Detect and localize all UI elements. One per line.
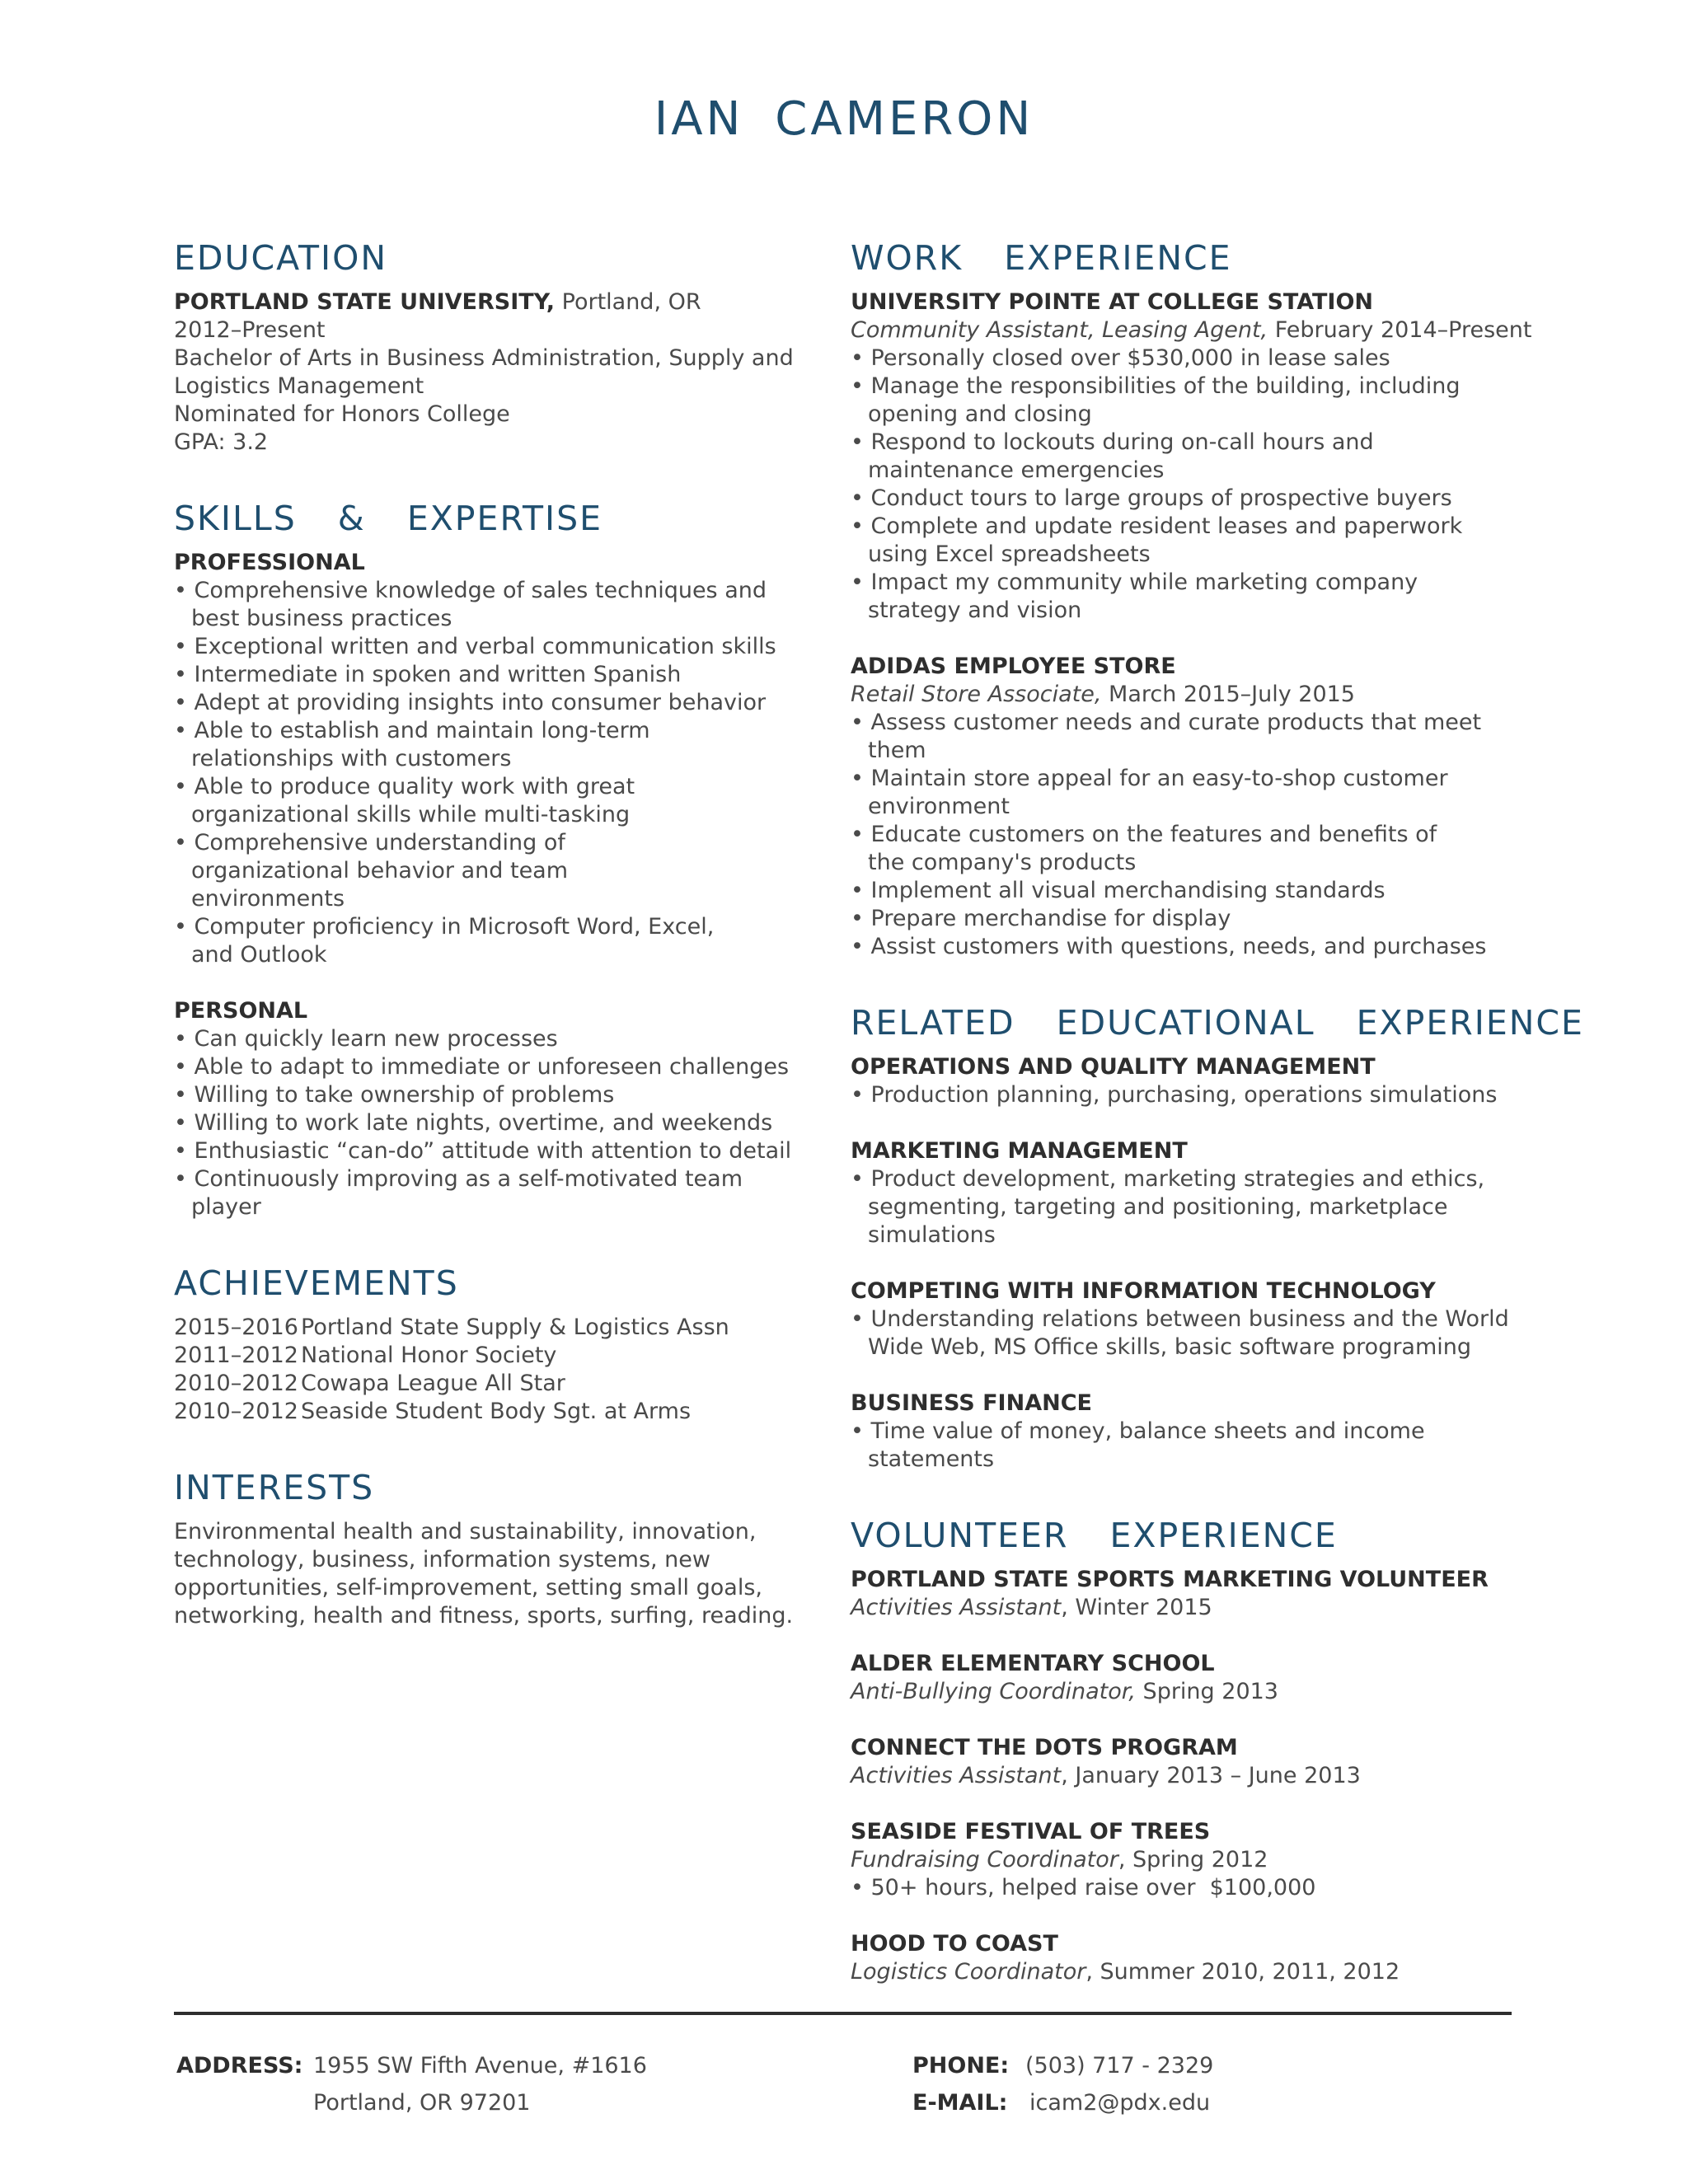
achievement-row — [174, 1314, 800, 1342]
professional-item: • Comprehensive knowledge of sales techniques and best business practices — [174, 578, 767, 631]
volunteer-role: Anti-Bullying Coordinator, — [851, 1679, 1136, 1704]
course-name: COMPETING WITH INFORMATION TECHNOLOGY — [851, 1278, 1436, 1304]
honors: Nominated for Honors College — [174, 401, 510, 427]
phone-number[interactable]: (503) 717 - 2329 — [1025, 2053, 1214, 2079]
personal-item: • Able to adapt to immediate or unforeseen challenges — [174, 1054, 790, 1080]
volunteer-org: HOOD TO COAST — [851, 1931, 1058, 1957]
job-bullet: • Manage the responsibilities of the building, including opening and closing — [851, 373, 1461, 427]
achievements-section — [174, 1254, 800, 1426]
volunteer-dates: , Winter 2015 — [1061, 1595, 1212, 1620]
volunteer-role: Activities Assistant — [851, 1595, 1062, 1620]
interests-section — [174, 1459, 800, 1630]
course-desc: • Product development, marketing strategies and ethics, segmenting, targeting and positioning, marketplace simulations — [851, 1166, 1485, 1248]
work-title: WORK EXPERIENCE — [851, 238, 1232, 278]
resume-name: IAN CAMERON — [654, 92, 1034, 146]
course-desc: • Time value of money, balance sheets and income statements — [851, 1418, 1425, 1472]
personal-item: • Continuously improving as a self-motivated team player — [174, 1166, 743, 1220]
job-dates: February 2014–Present — [1274, 317, 1532, 343]
achievement-label: Portland State Supply & Logistics Assn — [301, 1315, 729, 1340]
school-name: PORTLAND STATE UNIVERSITY, — [174, 289, 556, 315]
volunteer-org: ALDER ELEMENTARY SCHOOL — [851, 1651, 1215, 1676]
job-bullet: • Assess customer needs and curate products that meet them — [851, 710, 1482, 763]
job-company: UNIVERSITY POINTE AT COLLEGE STATION — [851, 289, 1374, 315]
education-years: 2012–Present — [174, 317, 326, 343]
job-bullet: • Respond to lockouts during on-call hours and maintenance emergencies — [851, 429, 1374, 483]
professional-item: • Able to establish and maintain long-term relationships with customers — [174, 718, 650, 771]
achievement-years: 2011–2012 — [174, 1343, 298, 1368]
personal-item: • Willing to take ownership of problems — [174, 1082, 615, 1108]
course-name: BUSINESS FINANCE — [851, 1390, 1092, 1416]
achievements-title: ACHIEVEMENTS — [174, 1263, 459, 1303]
job-bullet: • Educate customers on the features and benefits of the company's products — [851, 822, 1437, 875]
work-section — [851, 229, 1543, 961]
job-bullet: • Maintain store appeal for an easy-to-shop customer environment — [851, 766, 1448, 819]
job-bullet: • Impact my community while marketing company strategy and vision — [851, 569, 1418, 623]
volunteer-role: Fundraising Coordinator — [851, 1847, 1118, 1872]
degree-line-1: Bachelor of Arts in Business Administration, Supply and — [174, 345, 794, 371]
professional-item: • Intermediate in spoken and written Spanish — [174, 662, 682, 687]
address-label: ADDRESS: — [176, 2053, 303, 2079]
footer-divider — [174, 2012, 1512, 2015]
job-dates: March 2015–July 2015 — [1109, 682, 1355, 707]
professional-item: • Comprehensive understanding of organizational behavior and team environments — [174, 830, 569, 912]
job-bullet: • Personally closed over $530,000 in lease sales — [851, 345, 1390, 371]
volunteer-org: SEASIDE FESTIVAL OF TREES — [851, 1819, 1211, 1844]
professional-item: • Adept at providing insights into consumer behavior — [174, 690, 767, 715]
address-line-2: Portland, OR 97201 — [313, 2090, 531, 2116]
school-location: Portland, OR — [561, 289, 701, 315]
course-desc: • Production planning, purchasing, operations simulations — [851, 1082, 1498, 1108]
course-name: OPERATIONS AND QUALITY MANAGEMENT — [851, 1054, 1376, 1080]
achievement-years: 2010–2012 — [174, 1371, 298, 1396]
address-block — [176, 2047, 647, 2121]
volunteer-bullet: • 50+ hours, helped raise over $100,000 — [851, 1875, 1316, 1900]
job-bullet: • Prepare merchandise for display — [851, 906, 1231, 931]
achievement-label: National Honor Society — [301, 1343, 557, 1368]
gpa: GPA: 3.2 — [174, 429, 269, 455]
volunteer-section — [851, 1507, 1543, 1986]
volunteer-title: VOLUNTEER EXPERIENCE — [851, 1516, 1338, 1555]
phone-label: PHONE: — [912, 2053, 1010, 2079]
education-title: EDUCATION — [174, 238, 388, 278]
interests-line: opportunities, self-improvement, setting small goals, — [174, 1575, 762, 1601]
volunteer-dates: , Spring 2012 — [1118, 1847, 1268, 1872]
achievement-row — [174, 1342, 800, 1370]
achievement-label: Cowapa League All Star — [301, 1371, 565, 1396]
interests-line: technology, business, information systems, new — [174, 1547, 710, 1572]
volunteer-dates: Spring 2013 — [1135, 1679, 1278, 1704]
job-bullet: • Implement all visual merchandising standards — [851, 878, 1386, 903]
job-bullet: • Conduct tours to large groups of prospective buyers — [851, 485, 1452, 511]
right-column — [851, 229, 1584, 1986]
skills-section — [174, 490, 800, 1221]
degree-line-2: Logistics Management — [174, 373, 424, 399]
left-column — [174, 229, 800, 1630]
education-section — [174, 229, 800, 457]
contact-block — [912, 2047, 1213, 2121]
volunteer-dates: , Summer 2010, 2011, 2012 — [1085, 1959, 1400, 1985]
volunteer-role: Logistics Coordinator — [851, 1959, 1086, 1985]
personal-item: • Can quickly learn new processes — [174, 1026, 558, 1052]
professional-title: PROFESSIONAL — [174, 550, 365, 575]
related-section — [851, 994, 1584, 1474]
skills-title: SKILLS & EXPERTISE — [174, 499, 603, 538]
address-line-1: 1955 SW Fifth Avenue, #1616 — [313, 2053, 647, 2079]
achievement-years: 2015–2016 — [174, 1315, 298, 1340]
achievement-label: Seaside Student Body Sgt. at Arms — [301, 1399, 692, 1424]
course-desc: • Understanding relations between business and the World Wide Web, MS Office skills, basic software programing — [851, 1306, 1509, 1360]
job-bullet: • Assist customers with questions, needs, and purchases — [851, 934, 1487, 959]
email-label: E-MAIL: — [912, 2090, 1008, 2116]
interests-title: INTERESTS — [174, 1468, 375, 1507]
achievement-years: 2010–2012 — [174, 1399, 298, 1424]
personal-item: • Willing to work late nights, overtime, and weekends — [174, 1110, 773, 1136]
volunteer-org: PORTLAND STATE SPORTS MARKETING VOLUNTEER — [851, 1567, 1489, 1592]
course-name: MARKETING MANAGEMENT — [851, 1138, 1188, 1164]
job-role: Retail Store Associate, — [851, 682, 1102, 707]
professional-item: • Able to produce quality work with great organizational skills while multi-tasking — [174, 774, 635, 827]
email-address[interactable]: icam2@pdx.edu — [1029, 2090, 1211, 2116]
personal-title: PERSONAL — [174, 998, 308, 1024]
interests-line: Environmental health and sustainability, innovation, — [174, 1519, 757, 1544]
professional-item: • Computer proficiency in Microsoft Word, Excel, and Outlook — [174, 914, 715, 968]
interests-line: networking, health and fitness, sports, surfing, reading. — [174, 1603, 794, 1629]
personal-item: • Enthusiastic “can-do” attitude with attention to detail — [174, 1138, 792, 1164]
volunteer-org: CONNECT THE DOTS PROGRAM — [851, 1735, 1238, 1760]
related-title: RELATED EDUCATIONAL EXPERIENCE — [851, 1003, 1584, 1043]
volunteer-role: Activities Assistant — [851, 1763, 1062, 1788]
achievement-row — [174, 1398, 800, 1426]
job-company: ADIDAS EMPLOYEE STORE — [851, 654, 1176, 679]
volunteer-dates: , January 2013 – June 2013 — [1061, 1763, 1361, 1788]
job-bullet: • Complete and update resident leases and paperwork using Excel spreadsheets — [851, 513, 1463, 567]
professional-item: • Exceptional written and verbal communication skills — [174, 634, 776, 659]
job-role: Community Assistant, Leasing Agent, — [851, 317, 1268, 343]
achievement-row — [174, 1370, 800, 1398]
